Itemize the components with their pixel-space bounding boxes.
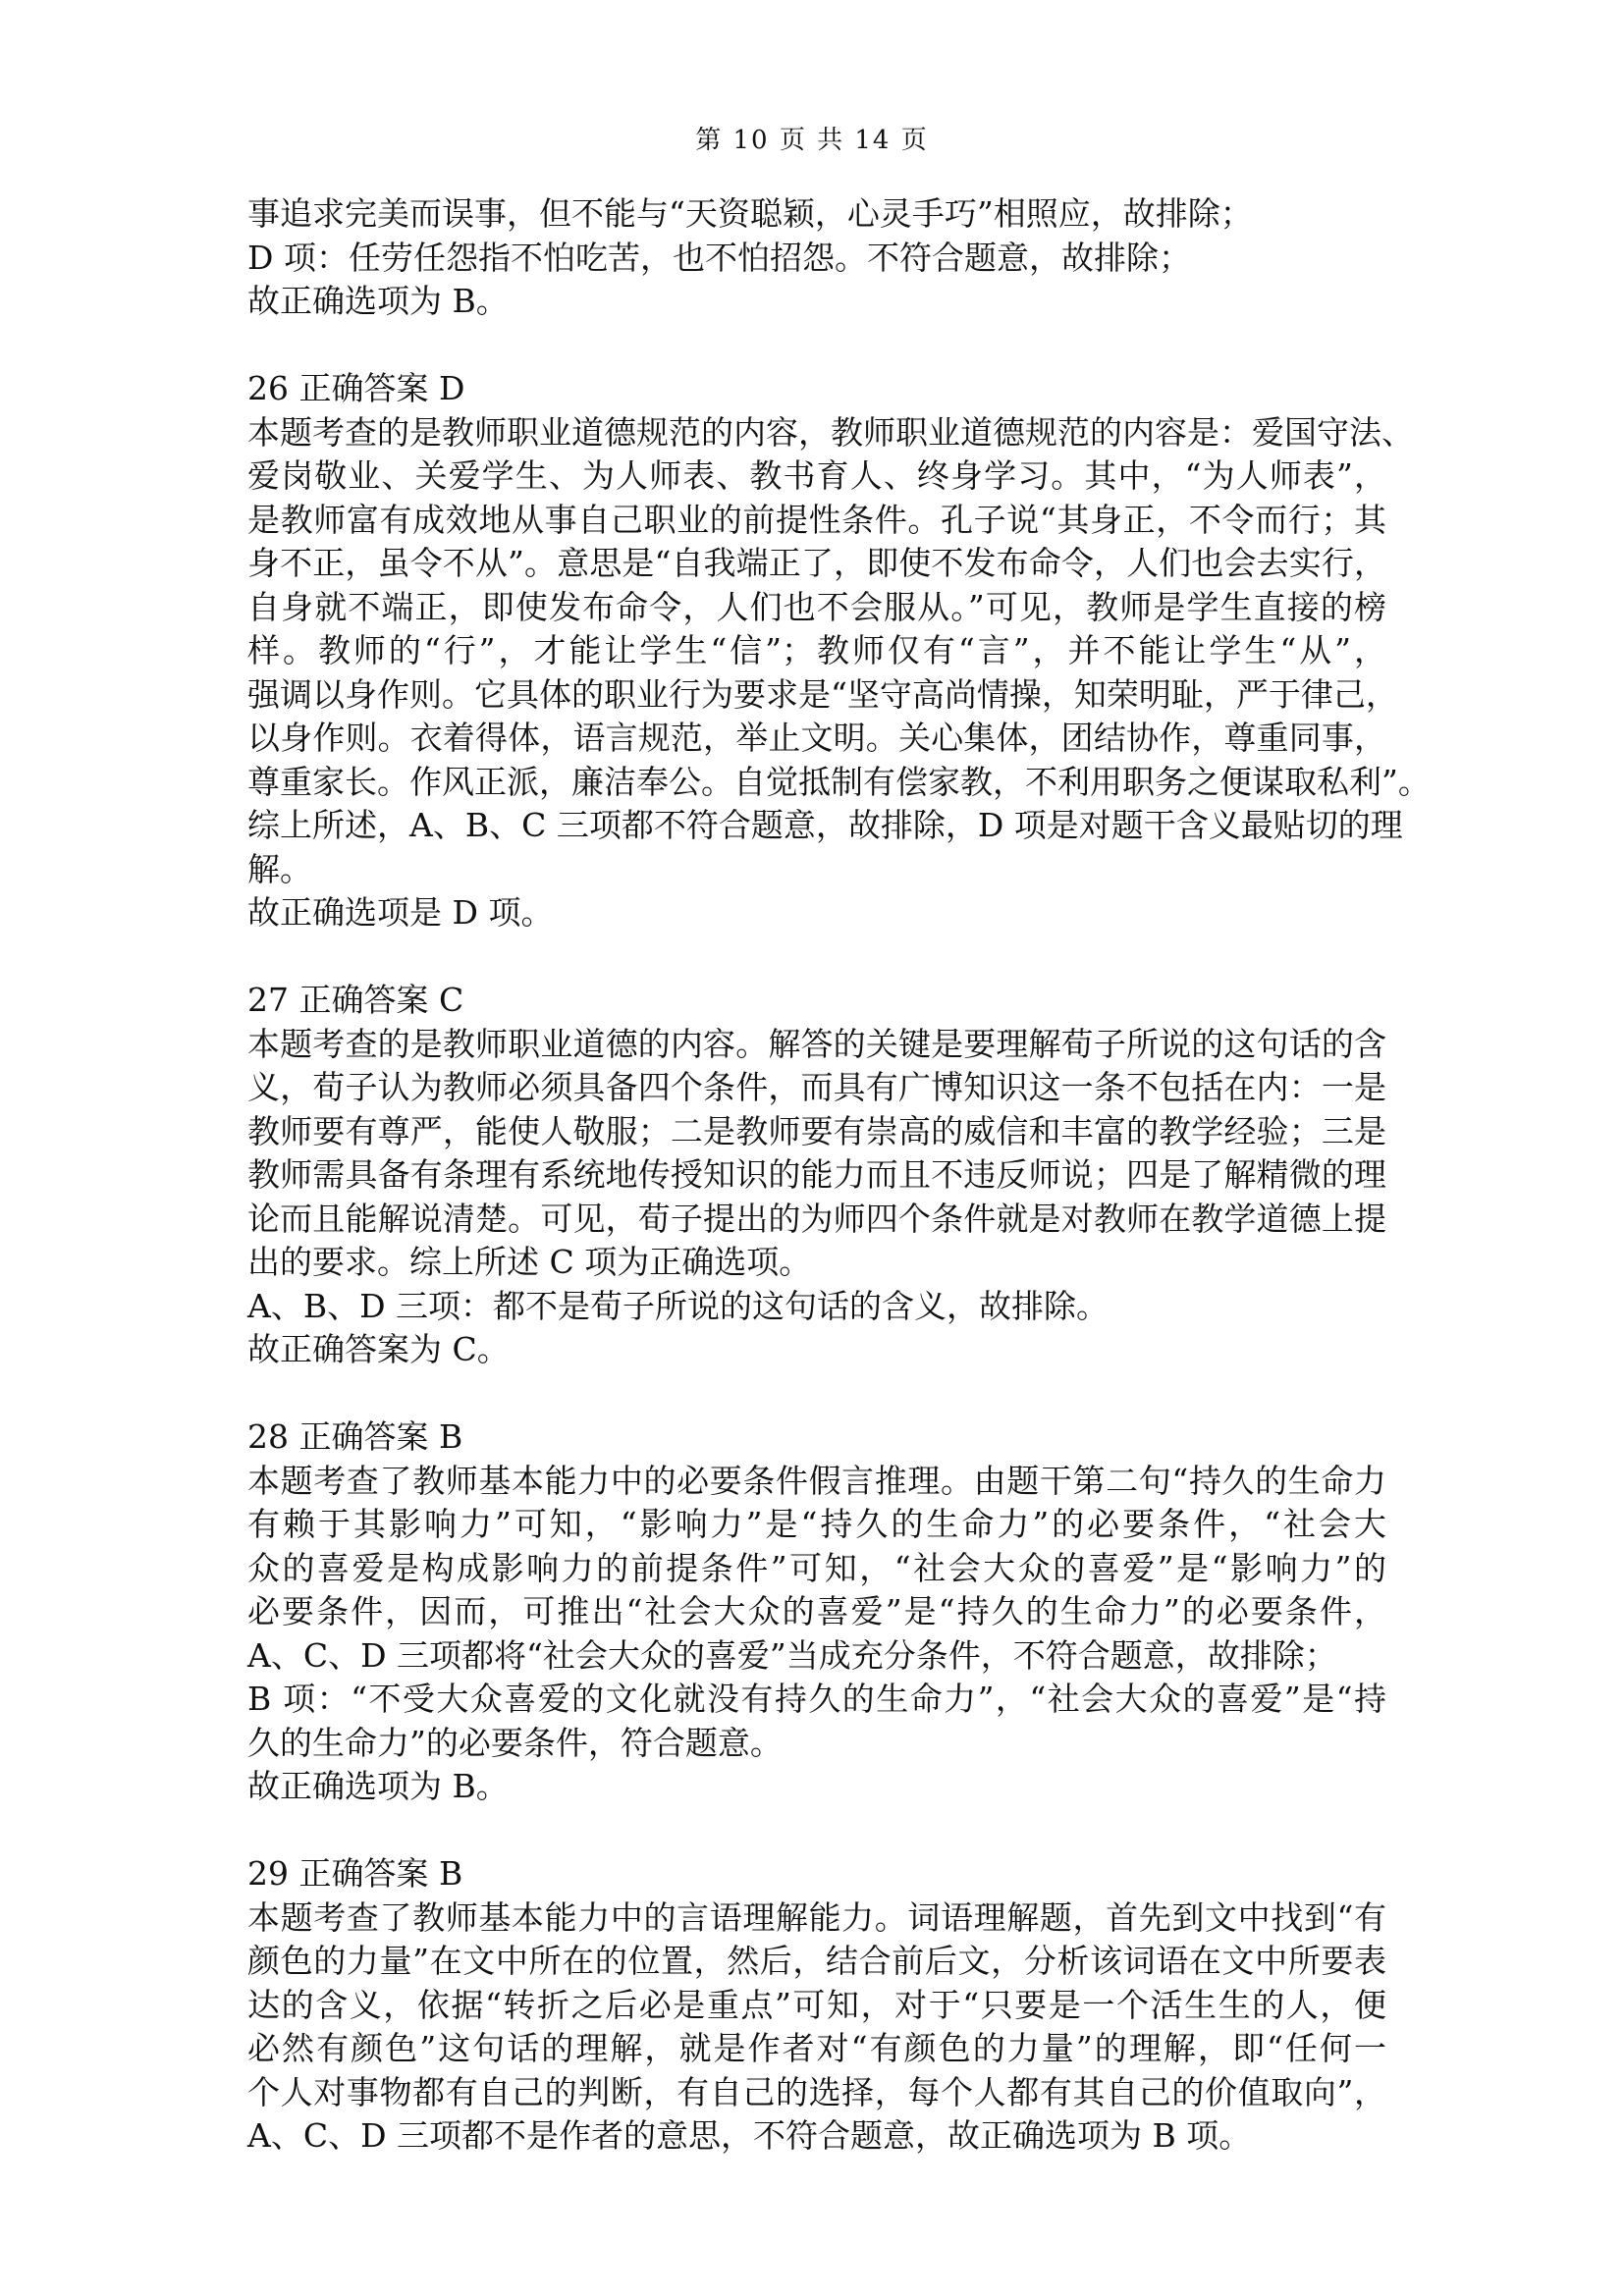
text-line: 故正确选项是 D 项。 [247, 893, 554, 932]
text-line: 尊重家长。作风正派，廉洁奉公。自觉抵制有偿家教，不利用职务之便谋取私利”。 [247, 762, 1431, 801]
answer-block-26 [247, 367, 1431, 935]
text-line: 强调以身作则。它具体的职业行为要求是“坚守高尚情操，知荣明耻，严于律己， [247, 674, 1398, 714]
text-line: 本题考查了教师基本能力中的言语理解能力。词语理解题，首先到文中找到“有 [247, 1897, 1386, 1937]
text-line: 综上所述，A、B、C 三项都不符合题意，故排除，D 项是对题干含义最贴切的理 [247, 806, 1403, 844]
block-spacer [247, 1372, 1386, 1416]
text-line: 样。教师的“行”，才能让学生“信”；教师仅有“言”，并不能让学生“从”， [247, 631, 1386, 669]
answer-block-27 [247, 979, 1386, 1372]
answer-heading: 26 正确答案 D [247, 369, 465, 407]
text-line: 众的喜爱是构成影响力的前提条件”可知，“社会大众的喜爱”是“影响力”的 [247, 1548, 1386, 1587]
answer-block-continuation [247, 192, 1386, 324]
text-line: 以身作则。衣着得体，语言规范，举止文明。关心集体，团结协作，尊重同事， [247, 719, 1386, 757]
text-line: 解。 [247, 849, 312, 888]
text-line: D 项：任劳任怨指不怕吃苦，也不怕招怨。不符合题意，故排除； [247, 238, 1191, 277]
page-number-header: 第 10 页 共 14 页 [695, 126, 929, 155]
text-line: 义，荀子认为教师必须具备四个条件，而具有广博知识这一条不包括在内：一是 [247, 1068, 1386, 1106]
text-line: 故正确选项为 B。 [247, 1767, 509, 1805]
block-spacer [247, 1809, 1386, 1853]
answer-heading: 28 正确答案 B [247, 1417, 463, 1456]
text-line: 自身就不端正，即使发布命令，人们也不会服从。”可见，教师是学生直接的榜 [247, 587, 1386, 626]
text-line: 本题考查的是教师职业道德规范的内容，教师职业道德规范的内容是：爱国守法、 [247, 412, 1414, 452]
text-line: 故正确选项为 B。 [247, 282, 509, 320]
text-line: 教师要有尊严，能使人敬服；二是教师要有崇高的威信和丰富的教学经验；三是 [247, 1111, 1386, 1150]
text-line: 身不正，虽令不从”。意思是“自我端正了，即使不发布命令，人们也会去实行， [247, 544, 1386, 582]
text-line: 教师需具备有条理有系统地传授知识的能力而且不违反师说；四是了解精微的理 [247, 1155, 1386, 1194]
text-line: A、B、D 三项：都不是荀子所说的这句话的含义，故排除。 [247, 1286, 1110, 1325]
text-line: A、C、D 三项都不是作者的意思，不符合题意，故正确选项为 B 项。 [247, 2116, 1252, 2155]
document-body [247, 192, 1431, 2159]
text-line: 必然有颜色”这句话的理解，就是作者对“有颜色的力量”的理解，即“任何一 [247, 2029, 1386, 2067]
text-line: 本题考查的是教师职业道德的内容。解答的关键是要理解荀子所说的这句话的含 [247, 1024, 1386, 1063]
text-line: 论而且能解说清楚。可见，荀子提出的为师四个条件就是对教师在教学道德上提 [247, 1199, 1386, 1238]
text-line: 必要条件，因而，可推出“社会大众的喜爱”是“持久的生命力”的必要条件， [247, 1592, 1386, 1630]
text-line: 个人对事物都有自己的判断，有自己的选择，每个人都有其自己的价值取向”， [247, 2072, 1386, 2111]
answer-heading: 29 正确答案 B [247, 1854, 463, 1893]
text-line: 达的含义，依据“转折之后必是重点”可知，对于“只要是一个活生生的人，便 [247, 1985, 1386, 2024]
block-spacer [247, 324, 1386, 368]
answer-block-28 [247, 1415, 1386, 1809]
text-line: 颜色的力量”在文中所在的位置，然后，结合前后文，分析该词语在文中所要表 [247, 1942, 1386, 1980]
answer-block-29 [247, 1852, 1386, 2159]
answer-heading: 27 正确答案 C [247, 981, 464, 1019]
text-line: 故正确答案为 C。 [247, 1330, 510, 1368]
text-line: 爱岗敬业、关爱学生、为人师表、教书育人、终身学习。其中，“为人师表”， [247, 456, 1386, 495]
text-line: 久的生命力”的必要条件，符合题意。 [247, 1723, 783, 1762]
text-line: 出的要求。综上所述 C 项为正确选项。 [247, 1243, 812, 1281]
text-line: 本题考查了教师基本能力中的必要条件假言推理。由题干第二句“持久的生命力 [247, 1461, 1386, 1500]
text-line: 事追求完美而误事，但不能与“天资聪颖，心灵手巧”相照应，故排除； [247, 194, 1253, 233]
text-line: 有赖于其影响力”可知，“影响力”是“持久的生命力”的必要条件，“社会大 [247, 1505, 1386, 1543]
text-line: B 项：“不受大众喜爱的文化就没有持久的生命力”，“社会大众的喜爱”是“持 [247, 1680, 1386, 1718]
block-spacer [247, 935, 1386, 980]
text-line: 是教师富有成效地从事自己职业的前提性条件。孔子说“其身正，不令而行；其 [247, 500, 1386, 539]
text-line: A、C、D 三项都将“社会大众的喜爱”当成充分条件，不符合题意，故排除； [247, 1635, 1337, 1675]
